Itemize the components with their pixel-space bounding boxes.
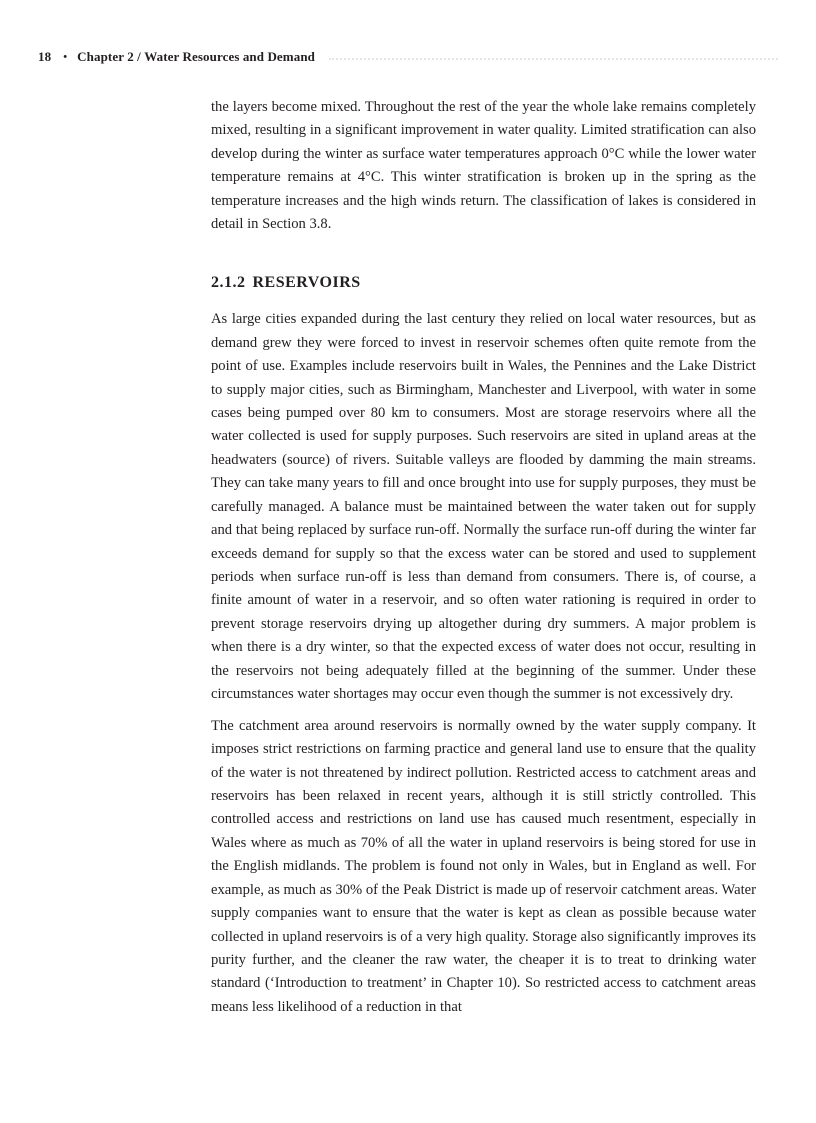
paragraph-catchment-area: The catchment area around reservoirs is normally owned by the water supply company. It imposes strict restrictions on farming practice and general land use to ensure that the quality of the water is not threatened by indirect pollution. Restricted access to catchment areas and reservoirs has been relaxed in recent years, although it is still strictly controlled. This controlled access and restrictions on land use has caused much resentment, especially in Wales where as much as 70% of all the water in upland reservoirs is being stored for use in the English midlands. The problem is found not only in Wales, but in England as well. For example, as much as 30% of the Peak District is made up of reservoir catchment areas. Water supply companies want to ensure that the water is kept as clean as possible because water collected in upland reservoirs is of a very high quality. Storage also significantly improves its purity further, and the cleaner the raw water, the cheaper it is to treat to drinking water standard (‘Introduction to treatment’ in Chapter 10). So restricted access to catchment areas means less likelihood of a reduction in that (211, 717, 756, 1015)
page-body (211, 96, 756, 1019)
chapter-label: Chapter 2 (77, 49, 134, 64)
page-number: 18 (38, 49, 52, 64)
running-header (38, 46, 778, 68)
header-slash: / (137, 49, 141, 64)
header-dotted-rule (329, 58, 778, 60)
paragraph-reservoirs-intro: As large cities expanded during the last century they relied on local water resources, but as demand grew they were forced to invest in reservoir schemes often quite remote from the point of use. Examples include reservoirs built in Wales, the Pennines and the Lake District to supply major cities, such as Birmingham, Manchester and Liverpool, with water in some cases being pumped over 80 km to consumers. Most are storage reservoirs where all the water collected is used for supply purposes. Such reservoirs are sited in upland areas at the headwaters (source) of rivers. Suitable valleys are flooded by damming the main streams. They can take many years to fill and once brought into use for supply purposes, they must be carefully managed. A balance must be maintained between the water taken out for supply and that being replaced by surface run-off. Normally the surface run-off during the winter far exceeds demand for supply so that the excess water can be stored and used to supplement periods when surface run-off is less than demand from consumers. There is, of course, a finite amount of water in a reservoir, and so often water rationing is required in order to prevent storage reservoirs drying up altogether during dry summers. A major problem is when there is a dry winter, so that the expected excess of water does not occur, resulting in the reservoirs not being adequately filled at the beginning of the summer. Under these circumstances water shortages may occur even though the summer is not excessively dry. (211, 311, 756, 702)
bullet-separator: • (63, 51, 68, 63)
section-title: RESERVOIRS (252, 274, 361, 292)
paragraph-continued: the layers become mixed. Throughout the rest of the year the whole lake remains completely mixed, resulting in a significant improvement in water quality. Limited stratification can also develop during the winter as surface water temperatures approach 0°C while the lower water temperature remains at 4°C. This winter stratification is broken up in the spring as the temperature increases and the high winds return. The classification of lakes is considered in detail in Section 3.8. (211, 99, 756, 233)
section-number: 2.1.2 (211, 274, 246, 292)
section-heading (211, 273, 756, 293)
chapter-title: Water Resources and Demand (144, 49, 315, 64)
